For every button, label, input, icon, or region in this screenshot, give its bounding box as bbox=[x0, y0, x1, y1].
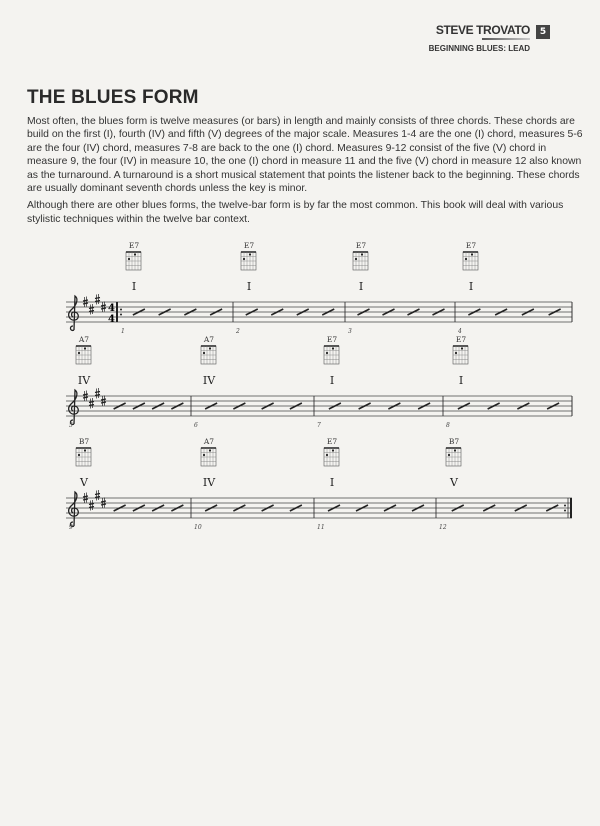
measure-10 bbox=[191, 437, 302, 531]
finger-dot bbox=[471, 253, 473, 255]
sharp-icon bbox=[95, 294, 100, 305]
chord-name: E7 bbox=[455, 335, 467, 344]
chord-diagram-E7 bbox=[241, 241, 256, 270]
treble-clef-icon bbox=[69, 390, 79, 424]
chord-diagram-B7 bbox=[446, 437, 461, 466]
roman-numeral: IV bbox=[77, 374, 91, 387]
time-signature-top: 4 bbox=[108, 303, 115, 314]
chord-name: A7 bbox=[203, 437, 215, 446]
finger-dot bbox=[332, 449, 334, 451]
finger-dot bbox=[361, 253, 363, 255]
measure-5 bbox=[69, 335, 183, 429]
measure-number: 9 bbox=[69, 524, 73, 531]
measure-number: 7 bbox=[317, 422, 321, 429]
chord-diagram-E7 bbox=[453, 335, 468, 364]
chord-name: E7 bbox=[355, 241, 367, 250]
finger-dot bbox=[448, 454, 450, 456]
measure-7 bbox=[314, 335, 430, 429]
sharp-icon bbox=[89, 398, 94, 409]
chord-name: B7 bbox=[448, 437, 460, 446]
roman-numeral: I bbox=[329, 476, 335, 489]
roman-numeral: I bbox=[358, 280, 364, 293]
chord-diagram-A7 bbox=[201, 437, 216, 466]
roman-numeral: V bbox=[80, 476, 88, 489]
repeat-start-barline bbox=[116, 302, 118, 322]
sharp-icon bbox=[89, 304, 94, 315]
chord-diagram-A7 bbox=[76, 335, 91, 364]
measure-number: 6 bbox=[194, 422, 198, 429]
measure-number: 1 bbox=[121, 328, 125, 335]
finger-dot bbox=[454, 449, 456, 451]
chord-name: E7 bbox=[326, 335, 338, 344]
staff-system bbox=[66, 241, 572, 335]
finger-dot bbox=[465, 258, 467, 260]
measure-11 bbox=[314, 437, 424, 531]
time-signature-bottom: 4 bbox=[108, 314, 115, 325]
chord-name: A7 bbox=[78, 335, 90, 344]
roman-numeral: I bbox=[329, 374, 335, 387]
finger-dot bbox=[209, 347, 211, 349]
roman-numeral: I bbox=[246, 280, 252, 293]
finger-dot bbox=[355, 258, 357, 260]
finger-dot bbox=[128, 258, 130, 260]
finger-dot bbox=[326, 454, 328, 456]
roman-numeral: V bbox=[450, 476, 458, 489]
measure-1 bbox=[121, 241, 222, 335]
measure-number: 8 bbox=[446, 422, 450, 429]
chord-diagram-E7 bbox=[463, 241, 478, 270]
finger-dot bbox=[84, 449, 86, 451]
measure-number: 2 bbox=[236, 328, 240, 335]
roman-numeral: I bbox=[458, 374, 464, 387]
finger-dot bbox=[78, 454, 80, 456]
sharp-icon bbox=[89, 500, 94, 511]
finger-dot bbox=[332, 347, 334, 349]
roman-numeral: I bbox=[131, 280, 137, 293]
sharp-icon bbox=[95, 388, 100, 399]
chord-name: A7 bbox=[203, 335, 215, 344]
measure-4 bbox=[455, 241, 561, 335]
context-paragraph: Although there are other blues forms, the twelve-bar form is by far the most common. This book will deal with various stylistic techniques within the twelve bar context. bbox=[27, 200, 564, 225]
finger-dot bbox=[84, 347, 86, 349]
treble-clef-icon bbox=[69, 296, 79, 330]
sharp-icon bbox=[95, 490, 100, 501]
repeat-dot bbox=[564, 505, 566, 507]
measure-number: 3 bbox=[348, 328, 352, 335]
measure-2 bbox=[233, 241, 334, 335]
finger-dot bbox=[249, 253, 251, 255]
chord-name: E7 bbox=[465, 241, 477, 250]
staff-system bbox=[66, 437, 572, 531]
roman-numeral: IV bbox=[202, 374, 216, 387]
finger-dot bbox=[78, 352, 80, 354]
roman-numeral: IV bbox=[202, 476, 216, 489]
finger-dot bbox=[209, 449, 211, 451]
chord-name: E7 bbox=[243, 241, 255, 250]
finger-dot bbox=[455, 352, 457, 354]
roman-numeral: I bbox=[468, 280, 474, 293]
header-author: STEVE TROVATO bbox=[435, 23, 530, 37]
measure-9 bbox=[69, 437, 183, 531]
chord-name: E7 bbox=[128, 241, 140, 250]
measure-number: 12 bbox=[439, 524, 447, 531]
section-title: THE BLUES FORM bbox=[27, 87, 199, 108]
chord-name: B7 bbox=[78, 437, 90, 446]
measure-8 bbox=[443, 335, 559, 429]
chord-diagram-E7 bbox=[353, 241, 368, 270]
measure-number: 10 bbox=[194, 524, 202, 531]
chord-diagram-E7 bbox=[324, 437, 339, 466]
repeat-dot bbox=[120, 314, 122, 316]
staff-system bbox=[66, 335, 572, 429]
repeat-dot bbox=[564, 510, 566, 512]
page-number: 5 bbox=[536, 25, 550, 39]
chord-diagram-A7 bbox=[201, 335, 216, 364]
chord-name: E7 bbox=[326, 437, 338, 446]
finger-dot bbox=[203, 352, 205, 354]
measure-number: 11 bbox=[317, 524, 325, 531]
measure-12 bbox=[436, 437, 558, 531]
finger-dot bbox=[326, 352, 328, 354]
final-barline bbox=[570, 498, 572, 518]
finger-dot bbox=[243, 258, 245, 260]
finger-dot bbox=[461, 347, 463, 349]
measure-3 bbox=[345, 241, 445, 335]
measure-number: 5 bbox=[69, 422, 73, 429]
chord-diagram-E7 bbox=[324, 335, 339, 364]
finger-dot bbox=[203, 454, 205, 456]
intro-paragraph: Most often, the blues form is twelve measures (or bars) in length and mainly consists of three chords. These chords are build on the first (I), fourth (IV) and fifth (V) degrees of the major scale. Measures 1-4 are the one (I) chord, measures 5-6 are the four (IV) chord, measures 7-8 are back to the one (I) chord. Measures 9-12 consist of the five (V) chord in measure 9, the four (IV) in measure 10, the one (I) chord in measure 11 and the five (V) chord in measure 12 also known as the turnaround. A turnaround is a short musical statement that points the listener back to the beginning. These chords are usually dominant seventh chords unless the key is minor. bbox=[27, 116, 583, 195]
chord-diagram-E7 bbox=[126, 241, 141, 270]
chord-diagram-B7 bbox=[76, 437, 91, 466]
header-book-title: BEGINNING BLUES: LEAD bbox=[428, 44, 530, 53]
treble-clef-icon bbox=[69, 492, 79, 526]
measure-number: 4 bbox=[458, 328, 462, 335]
finger-dot bbox=[134, 253, 136, 255]
repeat-dot bbox=[120, 309, 122, 311]
measure-6 bbox=[191, 335, 302, 429]
